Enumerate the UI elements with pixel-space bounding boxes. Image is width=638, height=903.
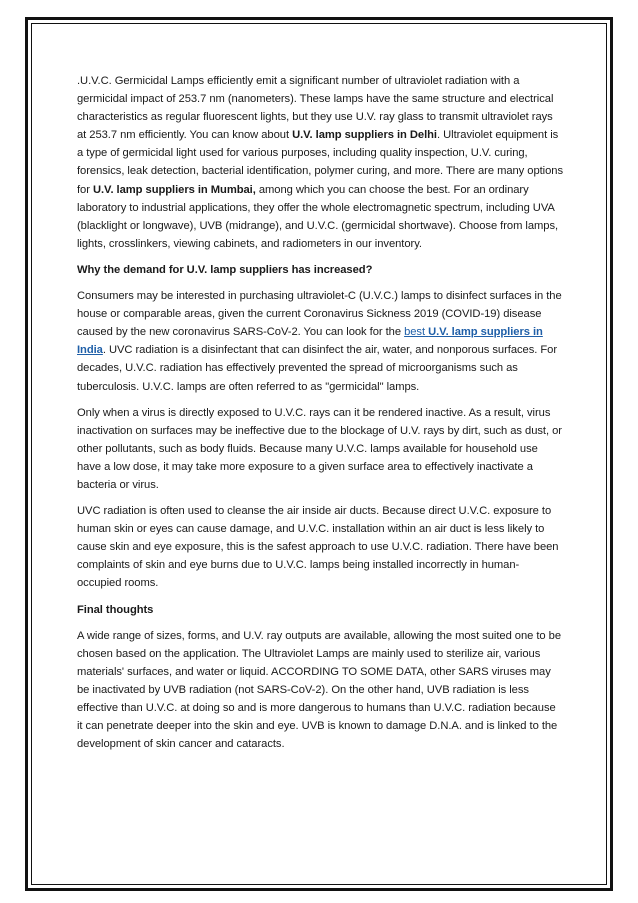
paragraph-final: A wide range of sizes, forms, and U.V. ray outputs are available, allowing the most suited one to be chosen based on the application. The Ultraviolet Lamps are mainly used to sterilize air, various materials' surfaces, and water or liquid. ACCORDING TO SOME DATA, other SARS viruses may be inactivated by UVB radiation (not SARS-CoV-2). On the other hand, UVB radiation is less effective than U.V.C. at doing so and is more dangerous to humans than U.V.C. radiation because it can penetrate deeper into the skin and eye. UVB is known to damage D.N.A. and is linked to the development of skin cancer and cataracts. bbox=[77, 629, 562, 751]
keyword-delhi: U.V. lamp suppliers in Delhi bbox=[292, 129, 437, 142]
paragraph-intro-text-2: . Ultraviolet equipment is a type of germicidal light used for various purposes, including quality inspection, U.V. curing, forensics, leak detection, bacterial identification, polymer curing, and more. There are many options for bbox=[77, 129, 564, 196]
paragraph-intro-text-1: .U.V.C. Germicidal Lamps efficiently emit a significant number of ultraviolet radiation with a germicidal impact of 253.7 nm (nanometers). These lamps have the same structure and electrical characteristics as regular fluorescent lights, but they use U.V. ray glass to transmit ultraviolet rays at 253.7 nm efficiently. You can know about bbox=[77, 75, 554, 142]
link-text-plain: best bbox=[404, 326, 426, 339]
paragraph-virus-exposure: Only when a virus is directly exposed to U.V.C. rays can it be rendered inactive. As a result, virus inactivation on surfaces may be ineffective due to the blockage of U.V. rays by dirt, such as dust, or other pollutants, such as body fluids. Because many U.V.C. lamps available for household use have a low dose, it may take more exposure to a given surface area to effectively inactivate a bacteria or virus. bbox=[77, 406, 562, 491]
section-heading-final-thoughts: Final thoughts bbox=[77, 603, 154, 616]
paragraph-intro-text-3: among which you can choose the best. For an ordinary laboratory to industrial applications, they offer the whole electromagnetic spectrum, including UVA (blacklight or longwave), UVB (midrange), and U.V.C. (germicidal shortwave). Choose from lamps, lights, crosslinkers, viewing cabinets, and radiometers in our inventory. bbox=[77, 183, 559, 250]
paragraph-intro bbox=[77, 72, 563, 253]
section-heading-demand: Why the demand for U.V. lamp suppliers has increased? bbox=[77, 263, 373, 276]
paragraph-air-ducts: UVC radiation is often used to cleanse the air inside air ducts. Because direct U.V.C. exposure to human skin or eyes can cause damage, and U.V.C. installation within an air duct is less likely to cause skin and eye exposure, this is the safest approach to use U.V.C. radiation. There have been complaints of skin and eye burns due to U.V.C. lamps being installed incorrectly in human-occupied rooms. bbox=[77, 505, 559, 590]
paragraph-consumers-text-1: Consumers may be interested in purchasing ultraviolet-C (U.V.C.) lamps to disinfect surfaces in the house or comparable areas, given the current Coronavirus Sickness 2019 (COVID-19) disease caused by the new coronavirus SARS-CoV-2. You can look for the bbox=[77, 290, 562, 339]
document-body bbox=[77, 72, 563, 761]
paragraph-consumers bbox=[77, 287, 563, 396]
paragraph-consumers-text-2: . UVC radiation is a disinfectant that can disinfect the air, water, and nonporous surfaces. For decades, U.V.C. radiation has effectively prevented the spread of microorganisms such as tuberculosis. U.V.C. lamps are often referred to as "germicidal" lamps. bbox=[77, 344, 557, 393]
keyword-mumbai: U.V. lamp suppliers in Mumbai, bbox=[92, 183, 256, 196]
link-text-bold: U.V. lamp suppliers in India bbox=[77, 326, 543, 357]
